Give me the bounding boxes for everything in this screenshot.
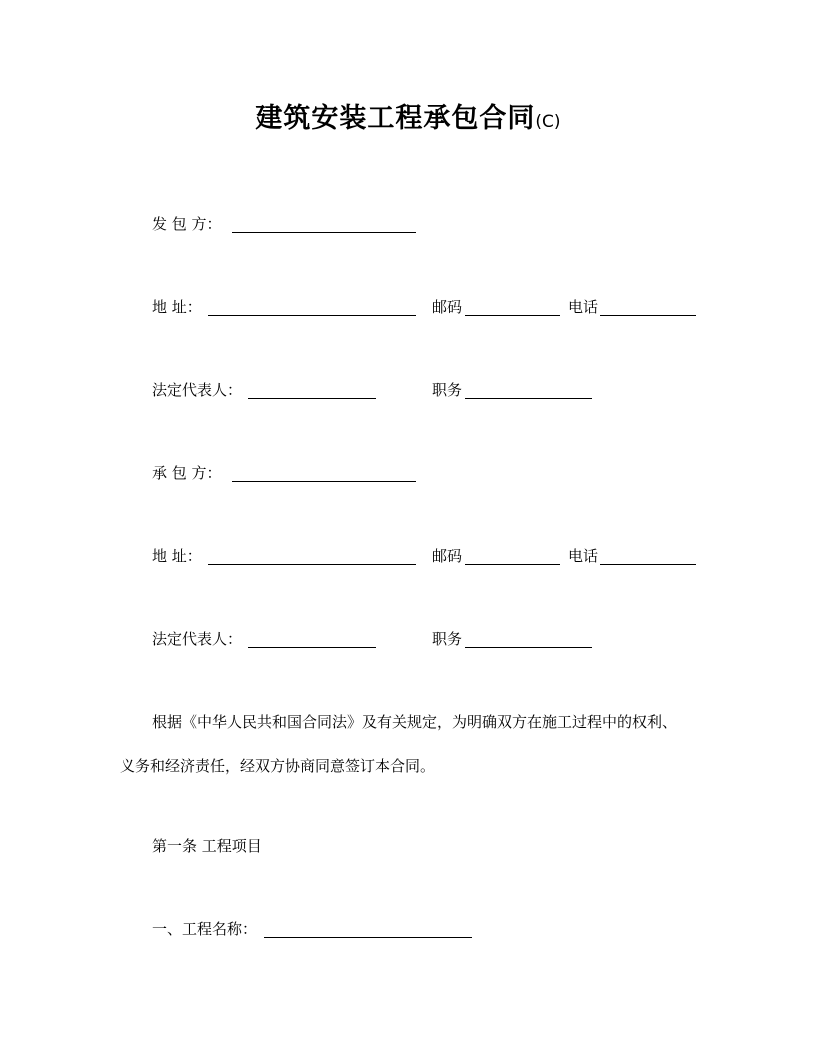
employer-address-label: 地 址： xyxy=(152,298,202,316)
employer-legal-rep-field[interactable] xyxy=(248,398,376,399)
employer-legal-rep-label: 法定代表人： xyxy=(152,381,243,399)
document-title xyxy=(0,96,816,135)
item-1-project-name-label: 一、工程名称： xyxy=(152,920,258,938)
item-1-project-name-field[interactable] xyxy=(264,937,472,938)
contractor-address-field[interactable] xyxy=(208,564,416,565)
employer-postcode-field[interactable] xyxy=(465,315,560,316)
employer-party-label: 发 包 方： xyxy=(152,215,222,233)
contractor-party-label: 承 包 方： xyxy=(152,464,222,482)
title-suffix: (C) xyxy=(535,112,561,132)
contractor-legal-rep-field[interactable] xyxy=(248,647,376,648)
contractor-postcode-field[interactable] xyxy=(465,564,560,565)
employer-position-label: 职务 xyxy=(432,381,463,399)
contractor-address-label: 地 址： xyxy=(152,547,202,565)
contractor-legal-rep-label: 法定代表人： xyxy=(152,630,243,648)
contractor-position-label: 职务 xyxy=(432,630,463,648)
article-1-heading: 第一条 工程项目 xyxy=(152,837,262,855)
employer-party-field[interactable] xyxy=(232,232,416,233)
employer-phone-field[interactable] xyxy=(600,315,696,316)
preamble-line-1: 根据《中华人民共和国合同法》及有关规定，为明确双方在施工过程中的权利、 xyxy=(152,713,678,731)
contractor-postcode-label: 邮码 xyxy=(432,547,463,565)
contractor-phone-field[interactable] xyxy=(600,564,696,565)
preamble-line-2: 义务和经济责任，经双方协商同意签订本合同。 xyxy=(120,757,436,775)
contractor-phone-label: 电话 xyxy=(568,547,599,565)
employer-phone-label: 电话 xyxy=(568,298,599,316)
employer-address-field[interactable] xyxy=(208,315,416,316)
contractor-position-field[interactable] xyxy=(465,647,592,648)
employer-position-field[interactable] xyxy=(465,398,592,399)
contractor-party-field[interactable] xyxy=(232,481,416,482)
title-main: 建筑安装工程承包合同 xyxy=(255,103,536,134)
employer-postcode-label: 邮码 xyxy=(432,298,463,316)
